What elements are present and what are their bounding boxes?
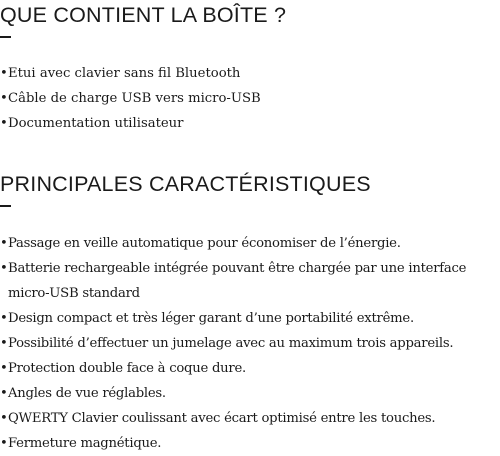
features-section [0, 171, 500, 207]
box-contents-section [0, 2, 500, 38]
bullet-icon: • [0, 116, 8, 131]
bullet-icon: • [0, 236, 8, 251]
bullet-icon: • [0, 411, 8, 426]
title-underline [0, 205, 11, 207]
list-item-text: Possibilité d’effectuer un jumelage avec au maximum trois appareils. [8, 336, 454, 351]
list-item-text: Protection double face à coque dure. [8, 361, 246, 376]
list-item [0, 111, 500, 136]
list-item [0, 306, 500, 331]
list-item-text: Batterie rechargeable intégrée pouvant être chargée par une interface micro-USB standard [8, 261, 467, 301]
bullet-icon: • [0, 386, 8, 401]
box-contents-title: QUE CONTIENT LA BOÎTE ? [0, 3, 287, 27]
bullet-icon: • [0, 311, 8, 326]
list-item [0, 406, 500, 431]
bullet-icon: • [0, 361, 8, 376]
bullet-icon: • [0, 261, 8, 276]
list-item [0, 431, 500, 456]
box-contents-list [0, 61, 500, 136]
list-item [0, 86, 500, 111]
features-list [0, 231, 500, 456]
list-item [0, 381, 500, 406]
list-item [0, 256, 500, 306]
list-item-text: QWERTY Clavier coulissant avec écart optimisé entre les touches. [8, 411, 436, 426]
list-item [0, 231, 500, 256]
list-item-text: Passage en veille automatique pour économiser de l’énergie. [8, 236, 401, 251]
bullet-icon: • [0, 336, 8, 351]
list-item [0, 356, 500, 381]
list-item-text: Angles de vue réglables. [8, 386, 166, 401]
features-title: PRINCIPALES CARACTÉRISTIQUES [0, 172, 371, 196]
bullet-icon: • [0, 436, 8, 451]
bullet-icon: • [0, 66, 8, 81]
list-item-text: Câble de charge USB vers micro-USB [8, 91, 261, 106]
list-item [0, 331, 500, 356]
list-item-text: Documentation utilisateur [8, 116, 184, 131]
list-item-text: Etui avec clavier sans fil Bluetooth [8, 66, 241, 81]
list-item [0, 61, 500, 86]
title-underline [0, 36, 11, 38]
list-item-text: Fermeture magnétique. [8, 436, 162, 451]
list-item-text: Design compact et très léger garant d’une portabilité extrême. [8, 311, 414, 326]
bullet-icon: • [0, 91, 8, 106]
